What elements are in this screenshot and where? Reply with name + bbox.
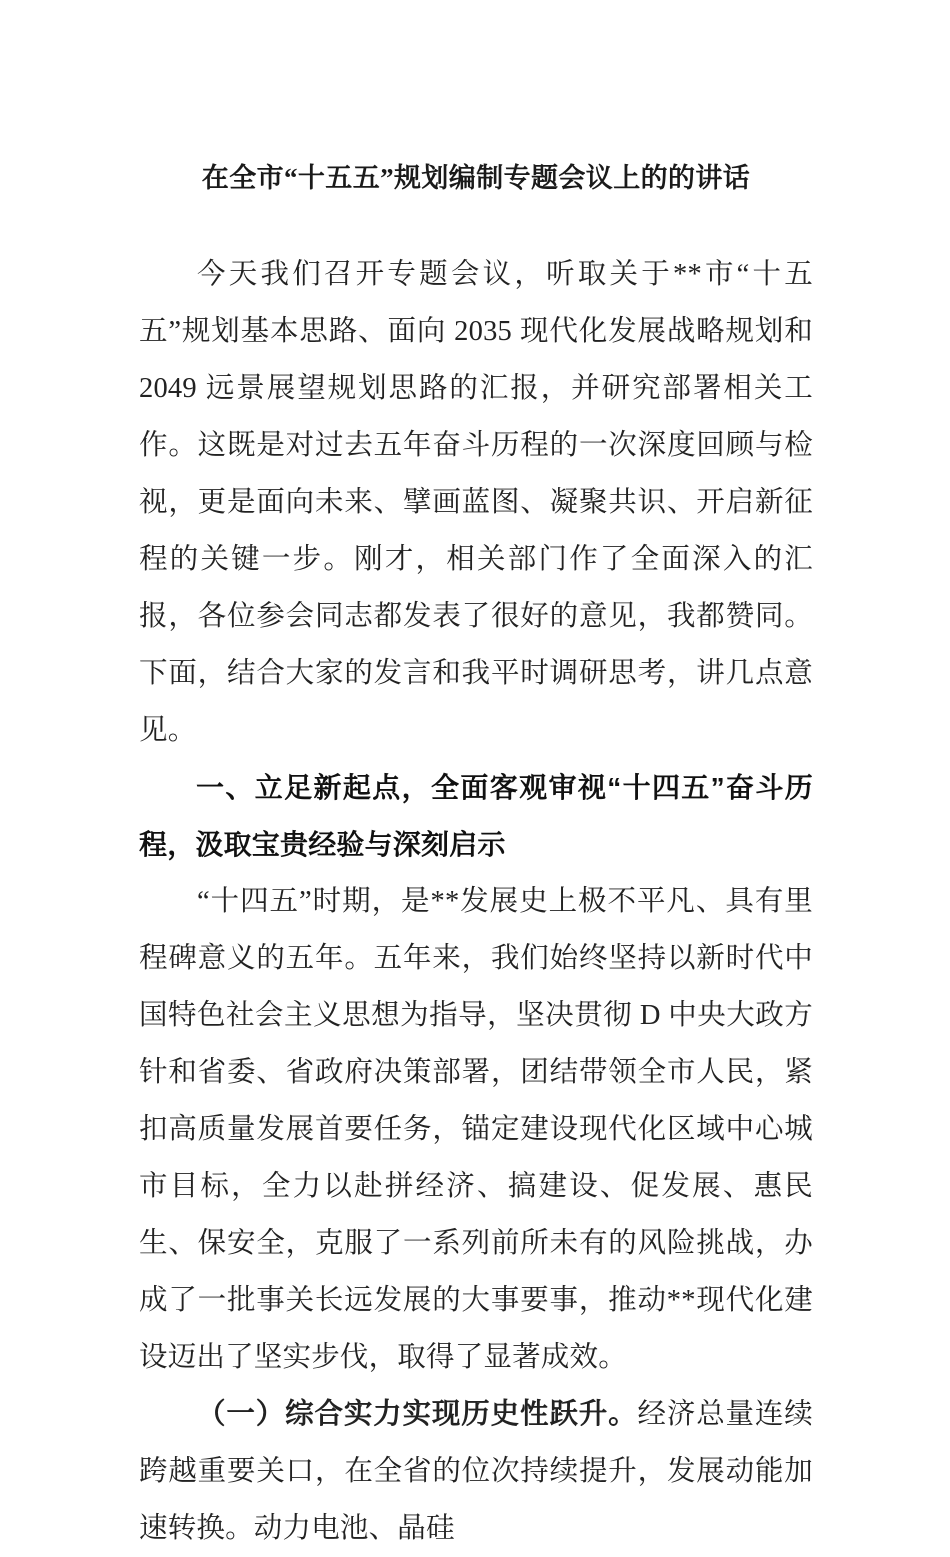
section-one-paragraph: “十四五”时期，是**发展史上极不平凡、具有里程碑意义的五年。五年来，我们始终坚持以新时代中国特色社会主义思想为指导，坚决贯彻 D 中央大政方针和省委、省政府决策部署，团结带领全市人民，紧扣高质量发展首要任务，锚定建设现代化区域中心城市目标，全力以赴拼经济、搞建设、促发展、惠民生、保安全，克服了一系列前所未有的风险挑战，办成了一批事关长远发展的大事要事，推动**现代化建设迈出了坚实步伐，取得了显著成效。 [139, 886, 813, 1373]
opening-paragraph: 今天我们召开专题会议，听取关于**市“十五五”规划基本思路、面向 2035 现代化发展战略规划和 2049 远景展望规划思路的汇报，并研究部署相关工作。这既是对过去五年奋斗历程的一次深度回顾与检视，更是面向未来、擘画蓝图、凝聚共识、开启新征程的关键一步。刚才，相关部门作了全面深入的汇报，各位参会同志都发表了很好的意见，我都赞同。下面，结合大家的发言和我平时调研思考，讲几点意见。 [139, 259, 813, 746]
item-one-lead: （一）综合实力实现历史性跃升。 [197, 1399, 638, 1430]
item-one-paragraph [139, 1386, 813, 1557]
item-one-rest: 经济总量连续跨越重要关口，在全省的位次持续提升，发展动能加速转换。动力电池、晶硅 [139, 1399, 813, 1544]
section-heading-one: 一、立足新起点，全面客观审视“十四五”奋斗历程，汲取宝贵经验与深刻启示 [139, 772, 813, 860]
title-spacer [139, 198, 813, 246]
document-body [139, 0, 813, 1557]
page-title: 在全市“十五五”规划编制专题会议上的的讲话 [201, 163, 751, 193]
